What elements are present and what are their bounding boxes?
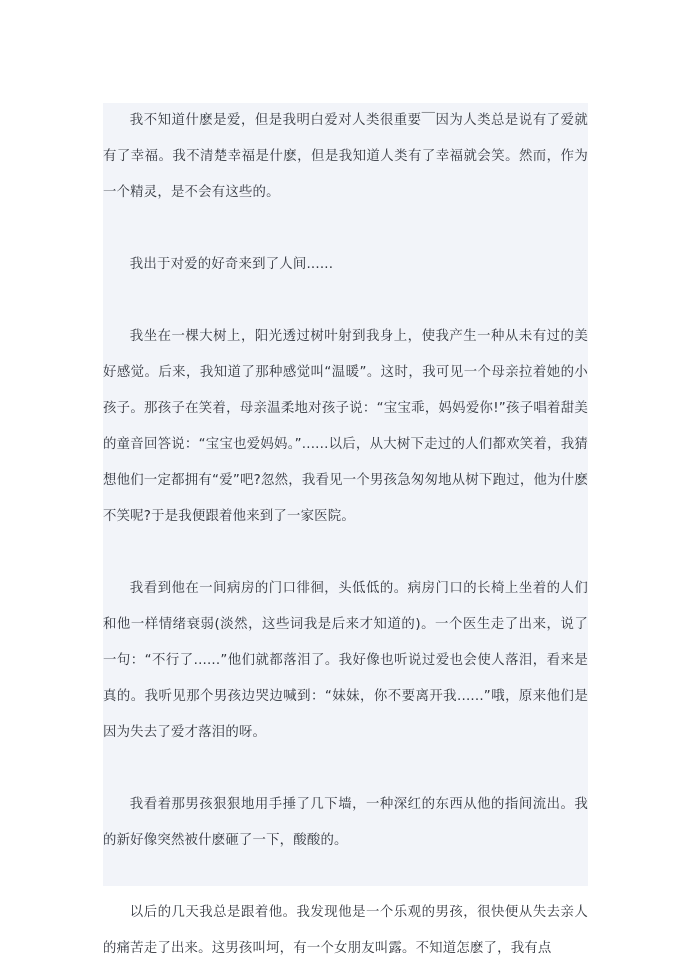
document-content-block (103, 103, 588, 956)
paragraph-spacer (103, 211, 588, 247)
paragraph-4: 我看到他在一间病房的门口徘徊，头低低的。病房门口的长椅上坐着的人们和他一样情绪衰弱(淡然，这些词我是后来才知道的)。一个医生走了出来，说了一句：“不行了......”他们就都落泪了。我好像也听说过爱也会使人落泪，看来是真的。我听见那个男孩边哭边喊到：“妹妹，你不要离开我......”哦，原来他们是因为失去了爱才落泪的呀。 (103, 581, 588, 740)
paragraph-6: 以后的几天我总是跟着他。我发现他是一个乐观的男孩，很快便从失去亲人的痛苦走了出来。这男孩叫坷，有一个女朋友叫露。不知道怎麽了，我有点 (103, 905, 588, 956)
document-text-body (103, 103, 588, 967)
paragraph-2: 我出于对爱的好奇来到了人间...... (129, 257, 334, 272)
paragraph-5: 我看着那男孩狠狠地用手捶了几下墙，一种深红的东西从他的指间流出。我的新好像突然被什麽砸了一下，酸酸的。 (103, 797, 588, 848)
paragraph-1: 我不知道什麽是爱，但是我明白爱对人类很重要￣因为人类总是说有了爱就有了幸福。我不清楚幸福是什麽，但是我知道人类有了幸福就会笑。然而，作为一个精灵，是不会有这些的。 (103, 113, 588, 200)
paragraph-spacer (103, 283, 588, 319)
paragraph-3: 我坐在一棵大树上，阳光透过树叶射到我身上，使我产生一种从未有过的美好感觉。后来，我知道了那种感觉叫“温暖”。这时，我可见一个母亲拉着她的小孩子。那孩子在笑着，母亲温柔地对孩子说：“宝宝乖，妈妈爱你!”孩子唱着甜美的童音回答说：“宝宝也爱妈妈。”......以后，从大树下走过的人们都欢笑着，我猜想他们一定都拥有“爱”吧?忽然，我看见一个男孩急匆匆地从树下跑过，他为什麽不笑呢?于是我便跟着他来到了一家医院。 (103, 329, 588, 524)
paragraph-spacer (103, 859, 588, 895)
paragraph-spacer (103, 535, 588, 571)
paragraph-spacer (103, 751, 588, 787)
